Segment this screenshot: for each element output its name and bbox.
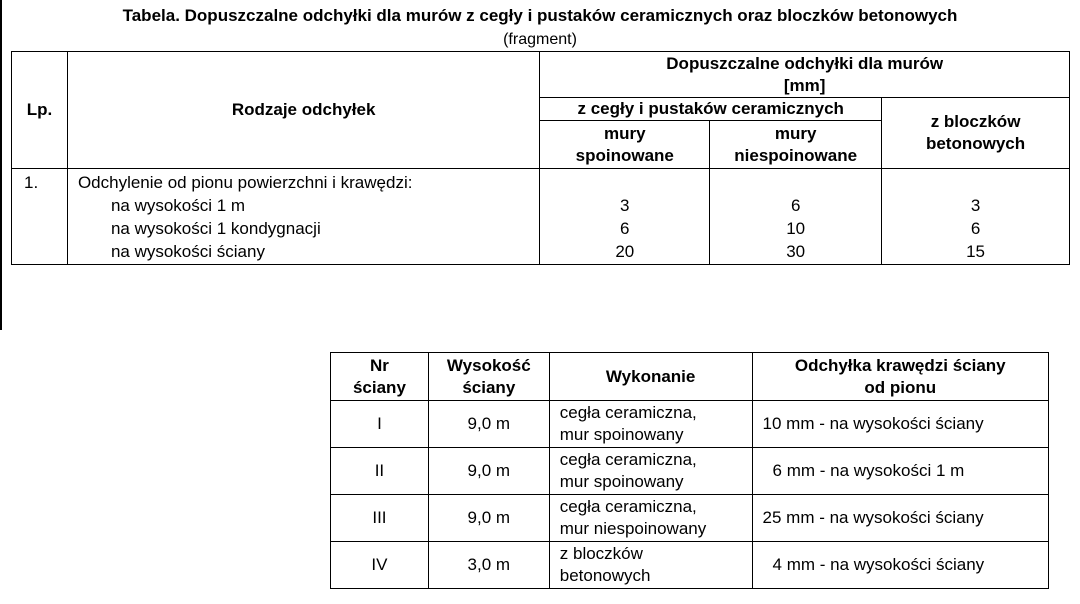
header-unit: [mm] [783, 75, 826, 95]
header-nr-line1: Nr [369, 355, 389, 375]
row-lp: 1. [12, 169, 68, 265]
header-odchylka [752, 353, 1048, 401]
header-bloczki-line1: z bloczków [930, 112, 1021, 131]
wall-wykonanie-line2: betonowych [559, 566, 651, 585]
header-odchylka-line1: Odchyłka krawędzi ściany [794, 355, 1006, 375]
header-rodzaje: Rodzaje odchyłek [67, 52, 539, 169]
wall-nr: I [331, 401, 429, 448]
header-odchylka-line2: od pionu [864, 377, 937, 397]
wall-wykonanie-line1: cegła ceramiczna, [559, 403, 697, 422]
header-mury-niespoinowane-line2: niespoinowane [734, 145, 858, 165]
wall-wykonanie [549, 495, 752, 542]
wall-wykonanie [549, 448, 752, 495]
row-rodzaje-cell [67, 169, 539, 265]
wall-odchylka: 25 mm - na wysokości ściany [752, 495, 1048, 542]
row-item-name: na wysokości ściany [110, 242, 265, 261]
table-subtitle: (fragment) [503, 31, 577, 48]
walls-table [330, 352, 1049, 589]
header-mury-niespoinowane-line1: mury [774, 123, 817, 143]
value-cell: 6 [620, 219, 630, 238]
wall-odchylka: 10 mm - na wysokości ściany [752, 401, 1048, 448]
values-spoinowane [540, 169, 710, 265]
value-cell: 6 [790, 196, 801, 215]
value-cell: 20 [615, 242, 635, 261]
table-title: Tabela. Dopuszczalne odchyłki dla murów z cegły i pustaków ceramicznych oraz bloczków betonowych [122, 6, 958, 25]
value-cell: 15 [966, 242, 986, 261]
header-wysokosc-line2: ściany [462, 377, 516, 397]
value-cell: 10 [786, 219, 806, 238]
value-cell: 3 [970, 196, 981, 215]
header-cegla-group: z cegły i pustaków ceramicznych [540, 98, 882, 121]
wall-height: 9,0 m [428, 448, 549, 495]
header-mury-niespoinowane [710, 121, 882, 169]
row-label: Odchylenie od pionu powierzchni i krawędzi: [77, 173, 413, 192]
wall-odchylka: 4 mm - na wysokości ściany [752, 542, 1048, 589]
value-cell: 30 [786, 242, 806, 261]
deviations-table [11, 51, 1070, 265]
header-nr-line2: ściany [352, 377, 406, 397]
header-bloczki [882, 98, 1070, 169]
header-nr [331, 353, 429, 401]
row-item-name: na wysokości 1 m [110, 196, 246, 215]
header-lp: Lp. [12, 52, 68, 169]
wall-wykonanie-line2: mur spoinowany [559, 425, 684, 444]
wall-wykonanie-line2: mur niespoinowany [559, 519, 707, 538]
header-bloczki-line2: betonowych [925, 134, 1026, 153]
wall-wykonanie [549, 542, 752, 589]
values-niespoinowane [710, 169, 882, 265]
values-bloczki [882, 169, 1070, 265]
wall-wykonanie-line1: cegła ceramiczna, [559, 497, 697, 516]
wall-height: 9,0 m [428, 401, 549, 448]
header-mury-spoinowane-line1: mury [603, 123, 646, 143]
header-mury-spoinowane [540, 121, 710, 169]
wall-odchylka: 6 mm - na wysokości 1 m [752, 448, 1048, 495]
wall-wykonanie [549, 401, 752, 448]
header-wykonanie: Wykonanie [549, 353, 752, 401]
header-wysokosc-line1: Wysokość [446, 355, 531, 375]
wall-wykonanie-line1: z bloczków [559, 544, 643, 563]
header-wysokosc [428, 353, 549, 401]
wall-nr: IV [331, 542, 429, 589]
value-cell: 6 [970, 219, 981, 238]
wall-nr: III [331, 495, 429, 542]
value-cell: 3 [620, 196, 630, 215]
header-mury-spoinowane-line2: spoinowane [575, 145, 674, 165]
wall-wykonanie-line2: mur spoinowany [559, 472, 684, 491]
wall-nr: II [331, 448, 429, 495]
row-item-name: na wysokości 1 kondygnacji [110, 219, 321, 238]
header-dopuszczalne [540, 52, 1070, 98]
header-dopuszczalne-label: Dopuszczalne odchyłki dla murów [666, 53, 944, 73]
wall-wykonanie-line1: cegła ceramiczna, [559, 450, 697, 469]
wall-height: 3,0 m [428, 542, 549, 589]
wall-height: 9,0 m [428, 495, 549, 542]
